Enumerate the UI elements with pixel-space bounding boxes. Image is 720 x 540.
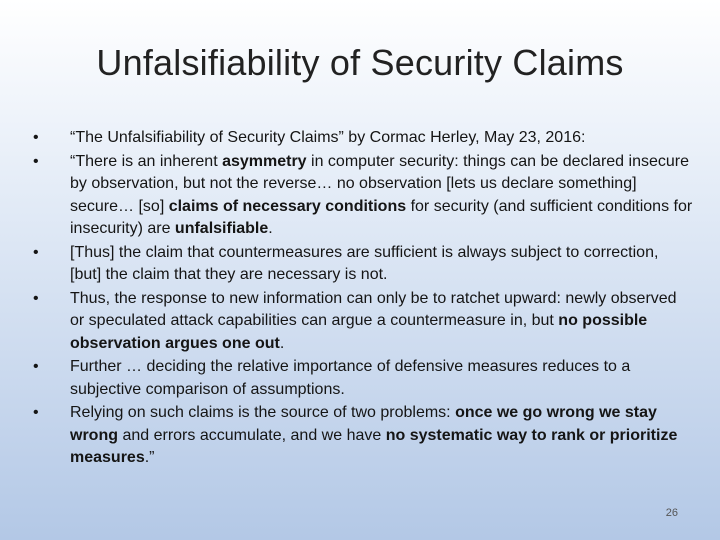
- bullet-text: Relying on such claims is the source of two problems:: [70, 404, 456, 421]
- bullet-text-bold: asymmetry: [222, 152, 307, 170]
- bullet-text: [Thus] the claim that countermeasures are sufficient is always subject to correction, [but] the claim that they are necessary is not.: [70, 243, 659, 283]
- bullet-item: [33, 288, 693, 356]
- bullet-item: [33, 242, 693, 287]
- page-number: 26: [665, 507, 678, 519]
- bullet-text: and errors accumulate, and we have: [118, 426, 386, 444]
- bullet-text: in computer security: things can be declared insecure by observation, but not the reverse… no observation [lets us declare something] secure… [so]: [70, 152, 689, 215]
- bullet-text: .: [268, 220, 273, 237]
- bullet-text: for security (and sufficient conditions for insecurity) are: [70, 197, 693, 237]
- bullet-text: “The Unfalsifiability of Security Claims” by Cormac Herley, May 23, 2016:: [70, 129, 586, 146]
- bullet-text: Further … deciding the relative importance of defensive measures reduces to a subjective comparison of assumptions.: [70, 358, 631, 398]
- bullet-item: [33, 356, 693, 401]
- bullet-text: “There is an inherent: [70, 152, 223, 170]
- bullet-item: [33, 151, 693, 241]
- bullet-text: Thus, the response to new information can only be to ratchet upward: newly observed or speculated attack capabilities can argue a countermeasure in, but: [70, 289, 677, 329]
- bullet-text: .”: [144, 449, 155, 466]
- slide-title: Unfalsifiability of Security Claims: [96, 42, 624, 83]
- bullet-text-bold: unfalsifiable: [174, 220, 269, 237]
- bullet-item: [33, 127, 693, 150]
- bullet-list: [33, 127, 693, 471]
- bullet-item: [33, 402, 693, 470]
- bullet-text-bold: no possible observation argues one out: [70, 312, 648, 352]
- bullet-text: .: [279, 334, 285, 352]
- bullet-text-bold: once we go wrong we stay wrong: [70, 404, 657, 444]
- bullet-text-bold: claims of necessary conditions: [168, 197, 407, 215]
- bullet-text-bold: no systematic way to rank or prioritize measures: [70, 426, 678, 466]
